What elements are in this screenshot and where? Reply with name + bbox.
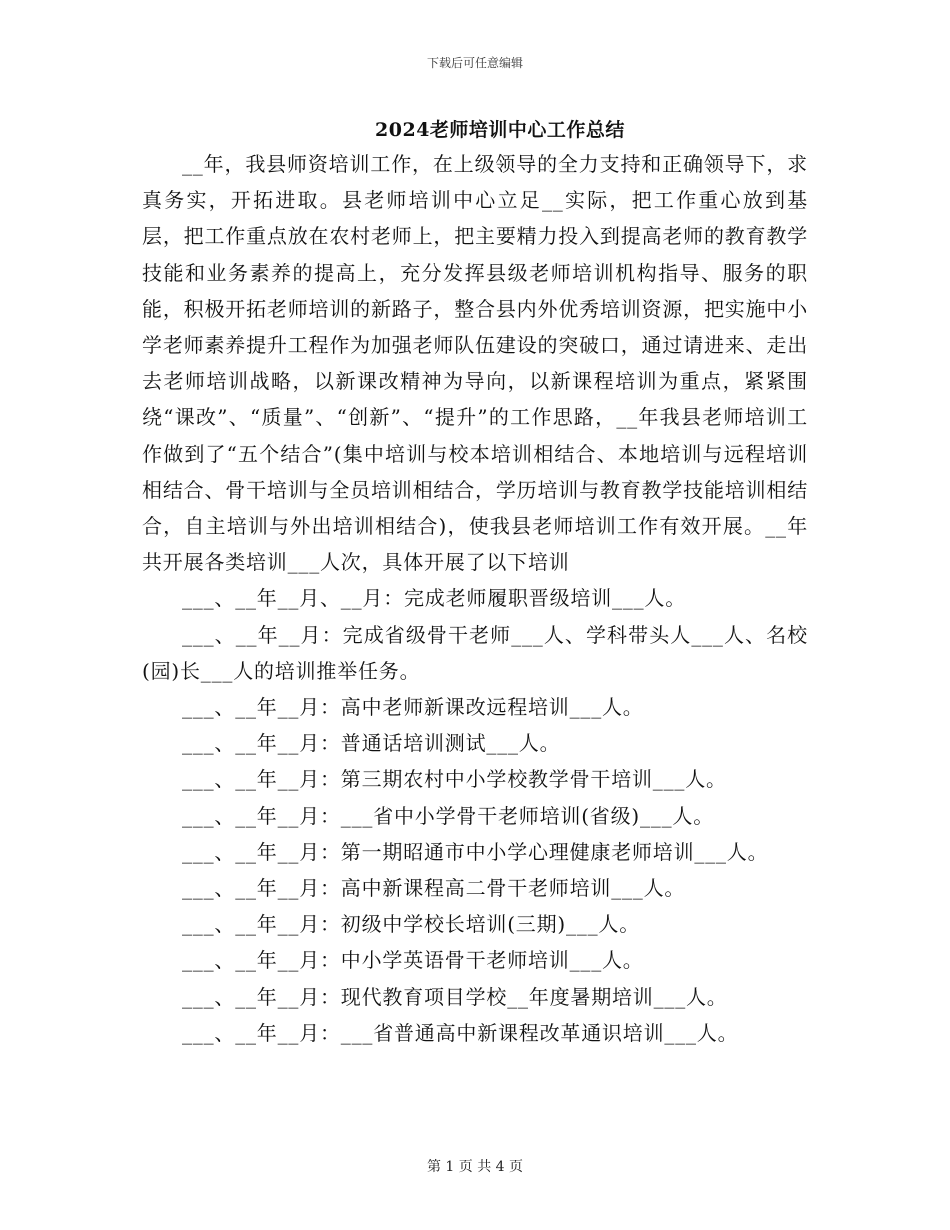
list-item: ___、__年__月：中小学英语骨干老师培训___人。 xyxy=(182,948,644,973)
list-item: ___、__年__月：___省中小学骨干老师培训(省级)___人。 xyxy=(182,803,715,828)
list-item: ___、__年__月：普通话培训测试___人。 xyxy=(182,731,561,756)
intro-paragraph: __年，我县师资培训工作，在上级领导的全力支持和正确领导下，求真务实，开拓进取。县老师培训中心立足__实际，把工作重心放到基层，把工作重点放在农村老师上，把主要精力投入到提高老师的教育教学技能和业务素养的提高上，充分发挥县级老师培训机构指导、服务的职能，积极开拓老师培训的新路子，整合县内外优秀培训资源，把实施中小学老师素养提升工程作为加强老师队伍建设的突破口，通过请进来、走出去老师培训战略，以新课改精神为导向，以新课程培训为重点，紧紧围绕“课改”、“质量”、“创新”、“提升”的工作思路，__年我县老师培训工作做到了“五个结合”(集中培训与校本培训相结合、本地培训与远程培训相结合、骨干培训与全员培训相结合，学历培训与教育教学技能培训相结合，自主培训与外出培训相结合)，使我县老师培训工作有效开展。__年共开展各类培训___人次，具体开展了以下培训 xyxy=(142,152,808,575)
page-footer: 第 1 页 共 4 页 xyxy=(426,1159,524,1175)
list-item: ___、__年__月：___省普通高中新课程改革通识培训___人。 xyxy=(182,1020,739,1045)
list-item: ___、__年__月：完成省级骨干老师___人、学科带头人___人、名校(园)长___人的培训推举任务。 xyxy=(142,622,808,683)
header-note: 下载后可任意编辑 xyxy=(426,56,523,70)
list-item: ___、__年__月：第三期农村中小学校教学骨干培训___人。 xyxy=(182,767,727,792)
list-item: ___、__年__月：初级中学校长培训(三期)___人。 xyxy=(182,912,641,937)
document-title: 2024老师培训中心工作总结 xyxy=(375,119,625,141)
list-item: ___、__年__月：现代教育项目学校__年度暑期培训___人。 xyxy=(182,984,728,1009)
document-body xyxy=(142,146,808,1051)
list-item: ___、__年__月：高中老师新课改远程培训___人。 xyxy=(182,695,644,720)
list-item: ___、__年__月、__月：完成老师履职晋级培训___人。 xyxy=(182,586,686,611)
list-item: ___、__年__月：第一期昭通市中小学心理健康老师培训___人。 xyxy=(182,839,769,864)
list-item: ___、__年__月：高中新课程高二骨干老师培训___人。 xyxy=(182,876,686,901)
